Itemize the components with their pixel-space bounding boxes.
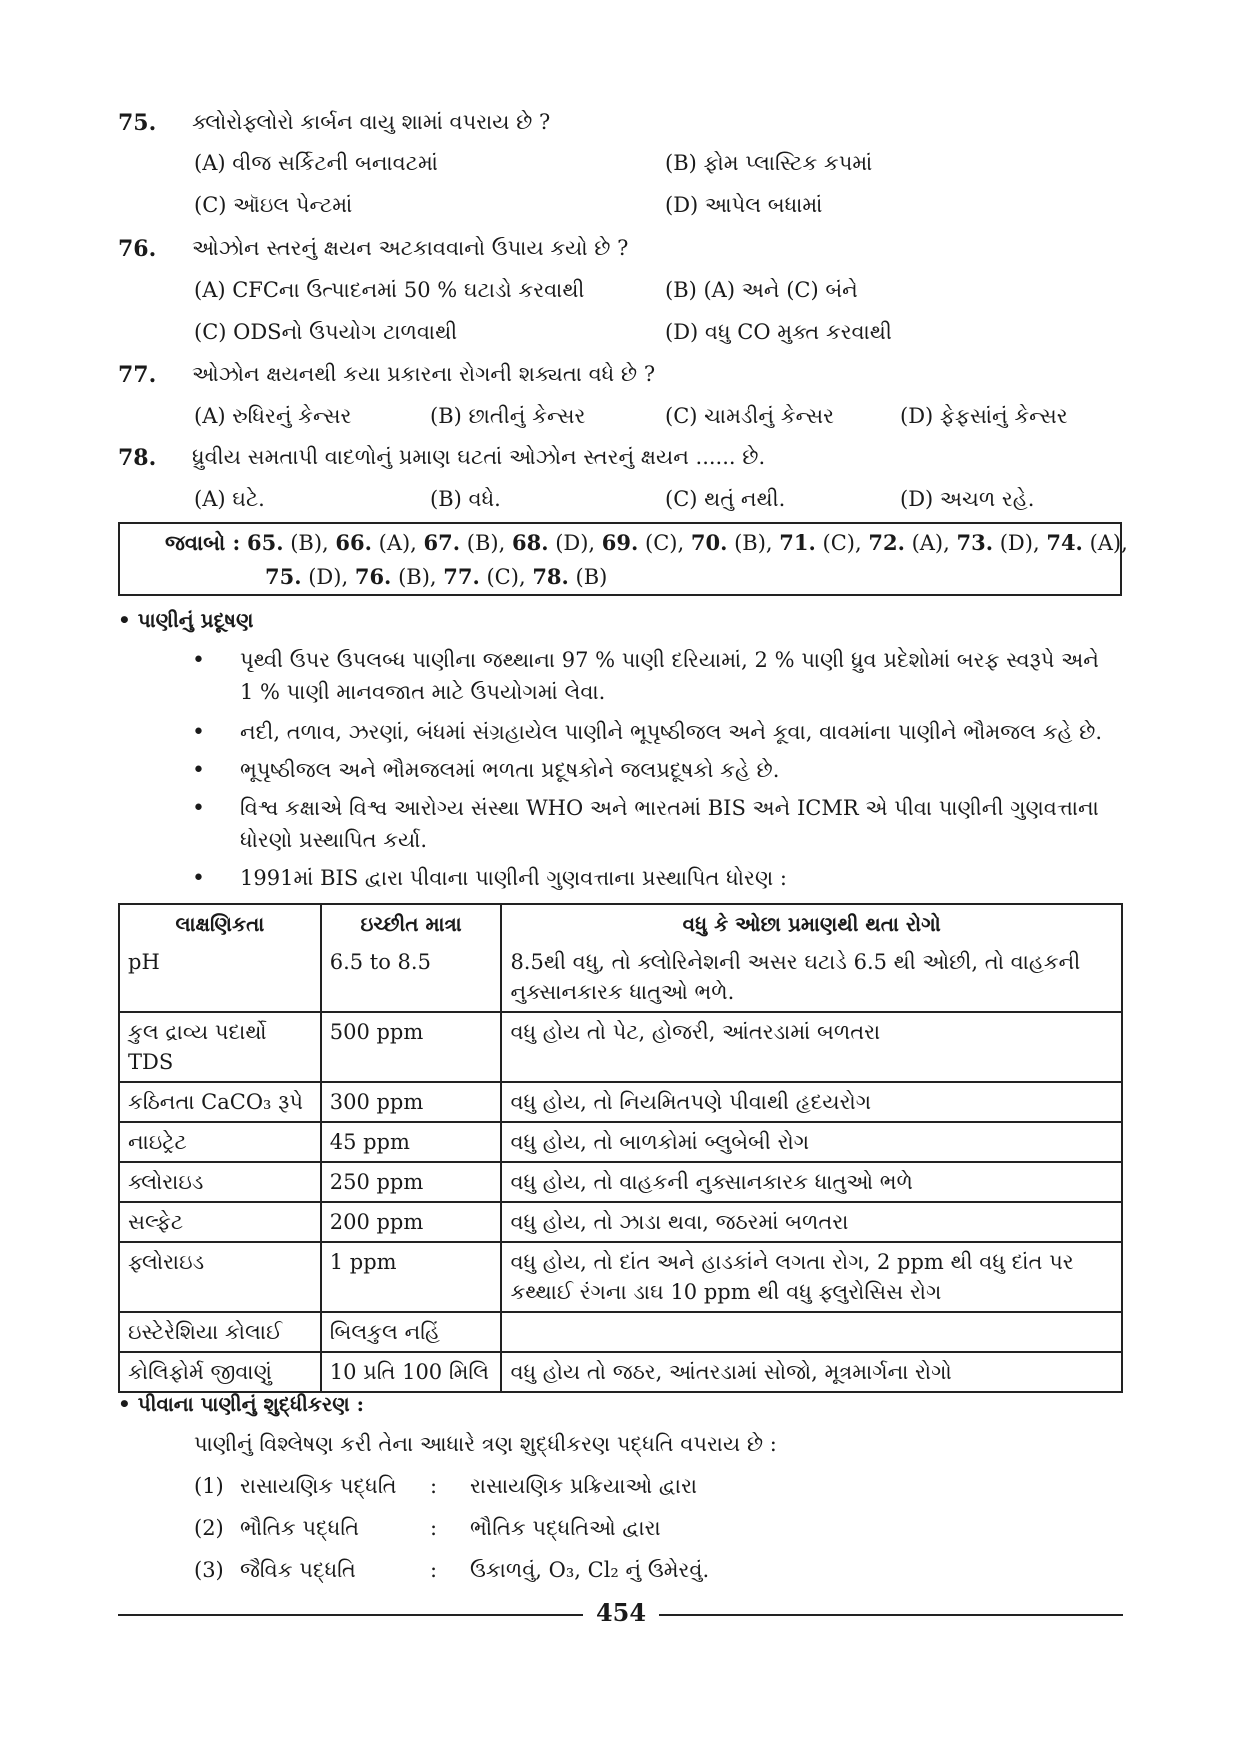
question-text: ઓઝોન ક્ષયનથી કયા પ્રકારના રોગની શક્યતા વધે છે ? — [192, 362, 656, 386]
table-row: ફ્લોરાઇડ 1 ppm વધુ હોય, તો દાંત અને હાડકાંને લગતા રોગ, 2 ppm થી વધુ દાંત પર કથ્થાઈ રંગના ડાઘ 10 ppm થી વધુ ફ્લુરોસિસ રોગ — [119, 1242, 1122, 1312]
answer-key-box — [118, 522, 1128, 596]
question-text: ધ્રુવીય સમતાપી વાદળોનું પ્રમાણ ઘટતાં ઓઝોન સ્તરનું ક્ષયન ...... છે. — [192, 445, 766, 469]
answer-label: જવાબો : — [165, 530, 241, 555]
method-desc: રાસાયણિક પ્રક્રિયાઓ દ્વારા — [470, 1474, 698, 1498]
option-c: (C) થતું નથી. — [665, 487, 786, 511]
option-a: (A) CFCના ઉત્પાદનમાં 50 % ઘટાડો કરવાથી — [194, 278, 585, 302]
option-b: (B) છાતીનું કેન્સર — [430, 404, 586, 428]
bullet-text: પૃથ્વી ઉપર ઉપલબ્ધ પાણીના જથ્થાના 97 % પાણી દરિયામાં, 2 % પાણી ધ્રુવ પ્રદેશોમાં બરફ સ્વરૂપે અને — [240, 648, 1099, 672]
option-a: (A) ઘટે. — [194, 487, 265, 511]
option-a: (A) રુધિરનું કેન્સર — [194, 404, 352, 428]
table-row: કોલિફોર્મ જીવાણું 10 પ્રતિ 100 મિલિ વધુ હોય તો જઠર, આંતરડામાં સોજો, મૂત્રમાર્ગના રોગો — [119, 1352, 1122, 1392]
bullet-icon: • — [192, 648, 205, 673]
method-name: જૈવિક પદ્ધતિ — [240, 1558, 356, 1582]
bullet-icon: • — [192, 758, 205, 783]
option-d: (D) આપેલ બધામાં — [665, 193, 823, 217]
question-number: 76. — [118, 236, 157, 262]
method-desc: ઉકાળવું, O₃, Cl₂ નું ઉમેરવું. — [470, 1558, 710, 1582]
footer-rule-left — [118, 1614, 583, 1616]
table-row: નાઇટ્રેટ 45 ppm વધુ હોય, તો બાળકોમાં બ્લુબેબી રોગ — [119, 1122, 1122, 1162]
table-row: pH 6.5 to 8.5 8.5થી વધુ, તો ક્લોરિનેશની અસર ઘટાડે 6.5 થી ઓછી, તો વાહકની નુક્સાનકારક ધાતુઓ ભળે. — [119, 943, 1122, 1012]
option-b: (B) વધે. — [430, 487, 501, 511]
table-header-row — [119, 904, 1122, 943]
option-d: (D) ફેફસાંનું કેન્સર — [900, 404, 1068, 428]
section-heading-purification: • પીવાના પાણીનું શુદ્ધીકરણ : — [118, 1392, 365, 1416]
table-row: ઇસ્ટેરેશિયા કોલાઈ બિલકુલ નહિં — [119, 1312, 1122, 1352]
answer-line-1: જવાબો : 65. (B), 66. (A), 67. (B), 68. (D), 69. (C), 70. (B), 71. (C), 72. (A), 73. (D), 74. (A), — [165, 530, 1128, 555]
method-separator: : — [430, 1558, 438, 1582]
option-c: (C) ઑઇલ પેન્ટમાં — [194, 193, 353, 217]
bullet-text: નદી, તળાવ, ઝરણાં, બંધમાં સંગ્રહાયેલ પાણીને ભૂપૃષ્ઠીજલ અને કૂવા, વાવમાંના પાણીને ભૌમજલ કહે છે. — [240, 720, 1103, 744]
method-separator: : — [430, 1474, 438, 1498]
question-number: 75. — [118, 110, 157, 136]
bullet-icon: • — [192, 866, 205, 891]
question-text: ક્લોરોફ્લોરો કાર્બન વાયુ શામાં વપરાય છે ? — [192, 110, 551, 134]
table-row: કઠિનતા CaCO₃ રૂપે 300 ppm વધુ હોય, તો નિયમિતપણે પીવાથી હૃદયરોગ — [119, 1082, 1122, 1122]
method-separator: : — [430, 1516, 438, 1540]
option-b: (B) (A) અને (C) બંને — [665, 278, 858, 302]
bullet-text-cont: 1 % પાણી માનવજાત માટે ઉપયોગમાં લેવા. — [240, 680, 606, 704]
header-characteristic: લાક્ષણિકતા — [119, 904, 321, 943]
question-number: 77. — [118, 362, 157, 388]
option-c: (C) ODSનો ઉપયોગ ટાળવાથી — [194, 320, 458, 344]
water-quality-table — [118, 903, 1123, 1393]
method-name: ભૌતિક પદ્ધતિ — [240, 1516, 360, 1540]
table-row: સલ્ફેટ 200 ppm વધુ હોય, તો ઝાડા થવા, જઠરમાં બળતરા — [119, 1202, 1122, 1242]
bullet-text-cont: ધોરણો પ્રસ્થાપિત કર્યા. — [240, 828, 428, 852]
bullet-text: ભૂપૃષ્ઠીજલ અને ભૌમજલમાં ભળતા પ્રદૂષકોને જલપ્રદૂષકો કહે છે. — [240, 758, 780, 782]
question-number: 78. — [118, 445, 157, 471]
option-a: (A) વીજ સર્કિટની બનાવટમાં — [194, 151, 438, 175]
bullet-icon: • — [192, 720, 205, 745]
footer-rule-right — [659, 1614, 1123, 1616]
method-number: (1) — [194, 1474, 224, 1498]
bullet-text: વિશ્વ કક્ષાએ વિશ્વ આરોગ્ય સંસ્થા WHO અને ભારતમાં BIS અને ICMR એ પીવા પાણીની ગુણવત્તાના — [240, 796, 1099, 820]
method-name: રાસાયણિક પદ્ધતિ — [240, 1474, 397, 1498]
page-number: 454 — [595, 1598, 647, 1627]
table-row: ક્લોરાઇડ 250 ppm વધુ હોય, તો વાહકની નુક્સાનકારક ધાતુઓ ભળે — [119, 1162, 1122, 1202]
section-heading-water-pollution: • પાણીનું પ્રદૂષણ — [118, 608, 254, 632]
method-desc: ભૌતિક પદ્ધતિઓ દ્વારા — [470, 1516, 661, 1540]
header-diseases: વધુ કે ઓછા પ્રમાણથી થતા રોગો — [501, 904, 1122, 943]
option-d: (D) વધુ CO મુક્ત કરવાથી — [665, 320, 892, 344]
option-c: (C) ચામડીનું કેન્સર — [665, 404, 834, 428]
option-d: (D) અચળ રહે. — [900, 487, 1035, 511]
table-row: કુલ દ્રાવ્ય પદાર્થો TDS 500 ppm વધુ હોય તો પેટ, હોજરી, આંતરડામાં બળતરા — [119, 1012, 1122, 1082]
option-b: (B) ફોમ પ્લાસ્ટિક કપમાં — [665, 151, 873, 175]
method-number: (3) — [194, 1558, 224, 1582]
question-text: ઓઝોન સ્તરનું ક્ષયન અટકાવવાનો ઉપાય કયો છે ? — [192, 236, 629, 260]
purification-intro: પાણીનું વિશ્લેષણ કરી તેના આધારે ત્રણ શુદ્ધીકરણ પદ્ધતિ વપરાય છે : — [194, 1432, 777, 1456]
answer-line-2: 75. (D), 76. (B), 77. (C), 78. (B) — [265, 564, 608, 589]
bullet-icon: • — [192, 796, 205, 821]
bullet-text: 1991માં BIS દ્વારા પીવાના પાણીની ગુણવત્તાના પ્રસ્થાપિત ધોરણ : — [240, 866, 787, 890]
header-desired-amount: ઇચ્છીત માત્રા — [321, 904, 502, 943]
method-number: (2) — [194, 1516, 224, 1540]
